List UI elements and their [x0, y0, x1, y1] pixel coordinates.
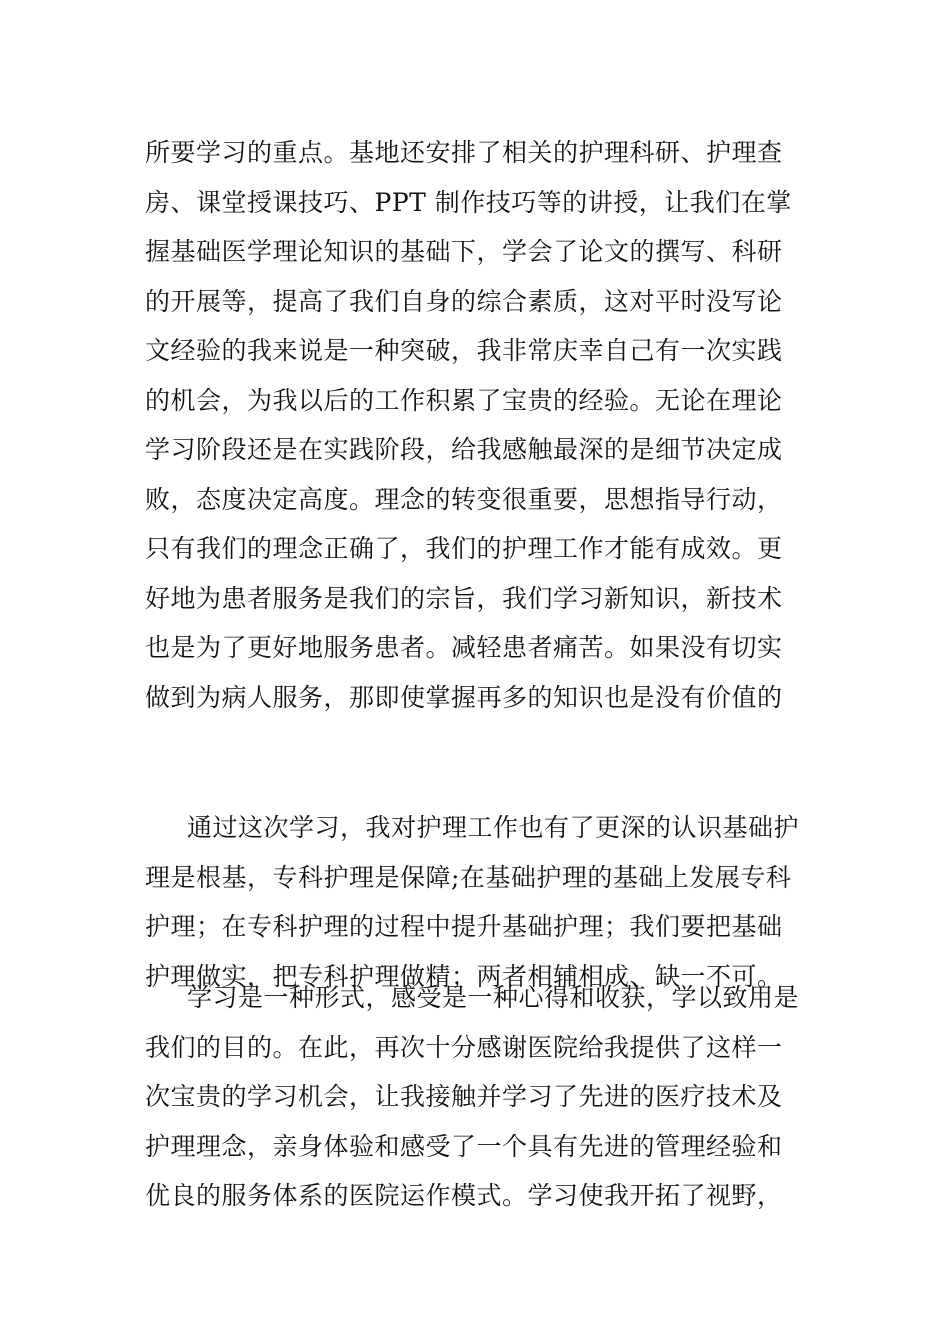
- text-line: 好地为患者服务是我们的宗旨，我们学习新知识，新技术: [145, 583, 783, 613]
- text-line: 理是根基，专科护理是保障;在基础护理的基础上发展专科: [145, 862, 792, 892]
- text-line: 次宝贵的学习机会，让我接触并学习了先进的医疗技术及: [145, 1082, 783, 1111]
- text-line: 护理理念，亲身体验和感受了一个具有先进的管理经验和: [145, 1131, 783, 1161]
- text-line: 学习是一种形式，感受是一种心得和收获，学以致用是: [187, 983, 800, 1012]
- text-line: 护理；在专科护理的过程中提升基础护理；我们要把基础: [145, 912, 783, 941]
- text-line: 做到为病人服务，那即使掌握再多的知识也是没有价值的: [145, 682, 783, 712]
- text-line: 的开展等，提高了我们自身的综合素质，这对平时没写论: [145, 286, 783, 316]
- paragraph-2: [145, 803, 799, 1001]
- text-line: 所要学习的重点。基地还安排了相关的护理科研、护理查: [145, 138, 783, 167]
- text-line: 优良的服务体系的医院运作模式。学习使我开拓了视野，: [145, 1181, 783, 1210]
- text-line: 通过这次学习，我对护理工作也有了更深的认识基础护: [187, 813, 800, 842]
- paragraph-1: [145, 128, 792, 722]
- text-line: 败，态度决定高度。理念的转变很重要，思想指导行动，: [145, 484, 783, 514]
- text-line: 的机会，为我以后的工作积累了宝贵的经验。无论在理论: [145, 385, 783, 415]
- paragraph-3: [145, 973, 799, 1221]
- text-line: 也是为了更好地服务患者。减轻患者痛苦。如果没有切实: [145, 633, 783, 662]
- text-line: 房、课堂授课技巧、PPT 制作技巧等的讲授，让我们在掌: [145, 187, 792, 217]
- text-line: 我们的目的。在此，再次十分感谢医院给我提供了这样一: [145, 1032, 783, 1062]
- text-line: 握基础医学理论知识的基础下，学会了论文的撰写、科研: [145, 237, 783, 266]
- text-line: 学习阶段还是在实践阶段，给我感触最深的是细节决定成: [145, 435, 783, 464]
- text-line: 文经验的我来说是一种突破，我非常庆幸自己有一次实践: [145, 336, 783, 365]
- text-line: 只有我们的理念正确了，我们的护理工作才能有成效。更: [145, 534, 783, 563]
- text-line: 护理做实，把专科护理做精；两者相辅相成、缺一不可。: [145, 961, 783, 991]
